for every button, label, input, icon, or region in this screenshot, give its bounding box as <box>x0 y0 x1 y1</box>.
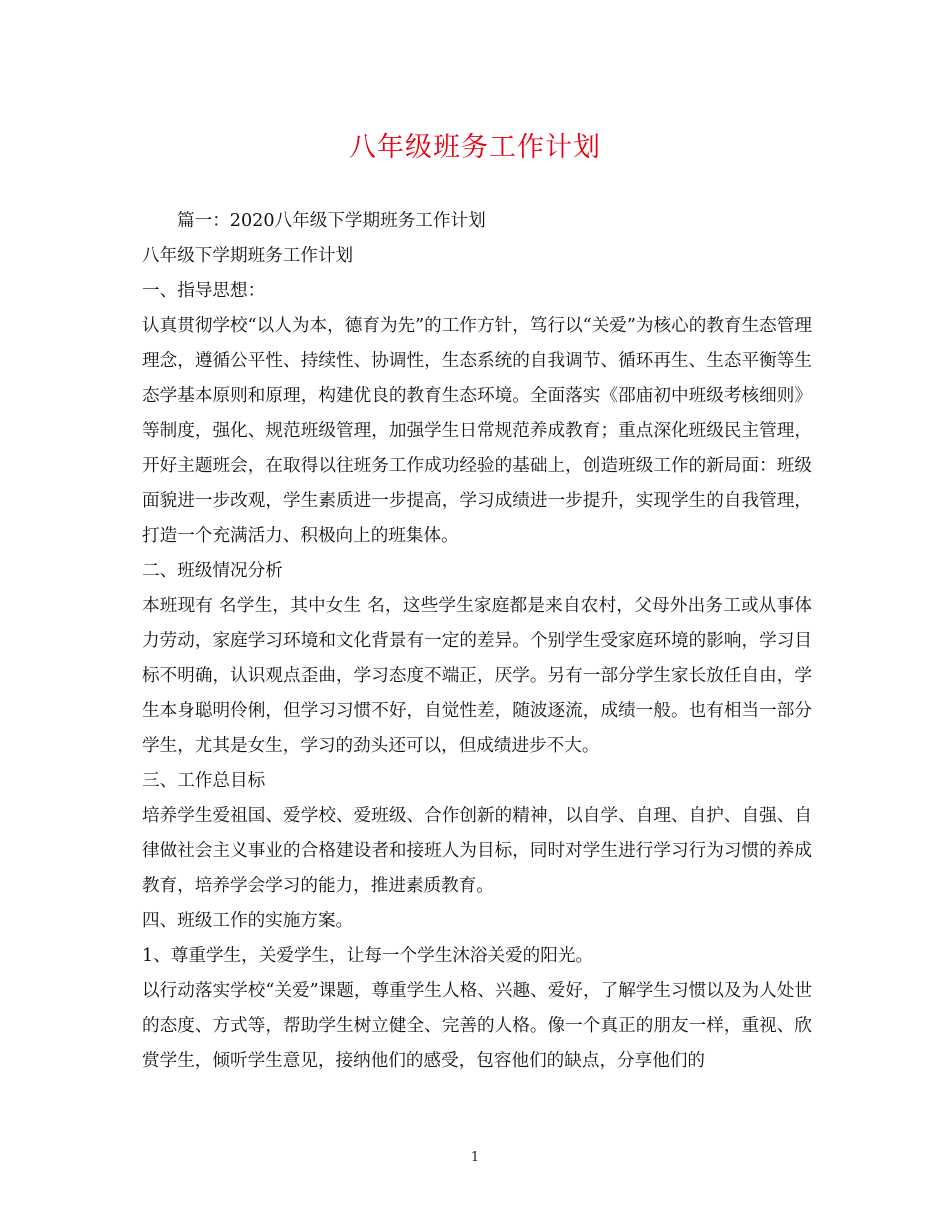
document-body <box>142 204 812 1079</box>
paragraph-article-heading: 篇一：2020八年级下学期班务工作计划 <box>177 211 486 231</box>
section-heading-overall-goal: 三、工作总目标 <box>142 771 266 791</box>
section-heading-implementation: 四、班级工作的实施方案。 <box>142 911 354 931</box>
subheading-respect-students: 1、尊重学生，关爱学生，让每一个学生沐浴关爱的阳光。 <box>142 946 594 966</box>
paragraph-overall-goal: 培养学生爱祖国、爱学校、爱班级、合作创新的精神，以自学、自理、自护、自强、自律做社会主义事业的合格建设者和接班人为目标，同时对学生进行学习行为习惯的养成教育，培养学会学习的能力，推进素质教育。 <box>142 806 812 896</box>
section-heading-guiding-thought: 一、指导思想： <box>142 281 266 301</box>
page-number: 1 <box>470 1150 480 1165</box>
paragraph-plan-title: 八年级下学期班务工作计划 <box>142 246 354 266</box>
document-title: 八年级班务工作计划 <box>349 132 601 163</box>
paragraph-guiding-thought: 认真贯彻学校“以人为本，德育为先”的工作方针，笃行以“关爱”为核心的教育生态管理理念，遵循公平性、持续性、协调性，生态系统的自我调节、循环再生、生态平衡等生态学基本原则和原理，构建优良的教育生态环境。全面落实《邵庙初中班级考核细则》等制度，强化、规范班级管理，加强学生日常规范养成教育；重点深化班级民主管理，开好主题班会，在取得以往班务工作成功经验的基础上，创造班级工作的新局面：班级面貌进一步改观，学生素质进一步提高，学习成绩进一步提升，实现学生的自我管理，打造一个充满活力、积极向上的班集体。 <box>142 316 812 546</box>
paragraph-respect-students: 以行动落实学校“关爱”课题，尊重学生人格、兴趣、爱好，了解学生习惯以及为人处世的态度、方式等，帮助学生树立健全、完善的人格。像一个真正的朋友一样，重视、欣赏学生，倾听学生意见，接纳他们的感受，包容他们的缺点，分享他们的 <box>142 981 812 1071</box>
section-heading-class-analysis: 二、班级情况分析 <box>142 561 283 581</box>
paragraph-class-analysis: 本班现有 名学生，其中女生 名，这些学生家庭都是来自农村，父母外出务工或从事体力劳动，家庭学习环境和文化背景有一定的差异。个别学生受家庭环境的影响，学习目标不明确，认识观点歪曲，学习态度不端正，厌学。另有一部分学生家长放任自由，学生本身聪明伶俐，但学习习惯不好，自觉性差，随波逐流，成绩一般。也有相当一部分学生，尤其是女生，学习的劲头还可以，但成绩进步不大。 <box>142 596 812 756</box>
